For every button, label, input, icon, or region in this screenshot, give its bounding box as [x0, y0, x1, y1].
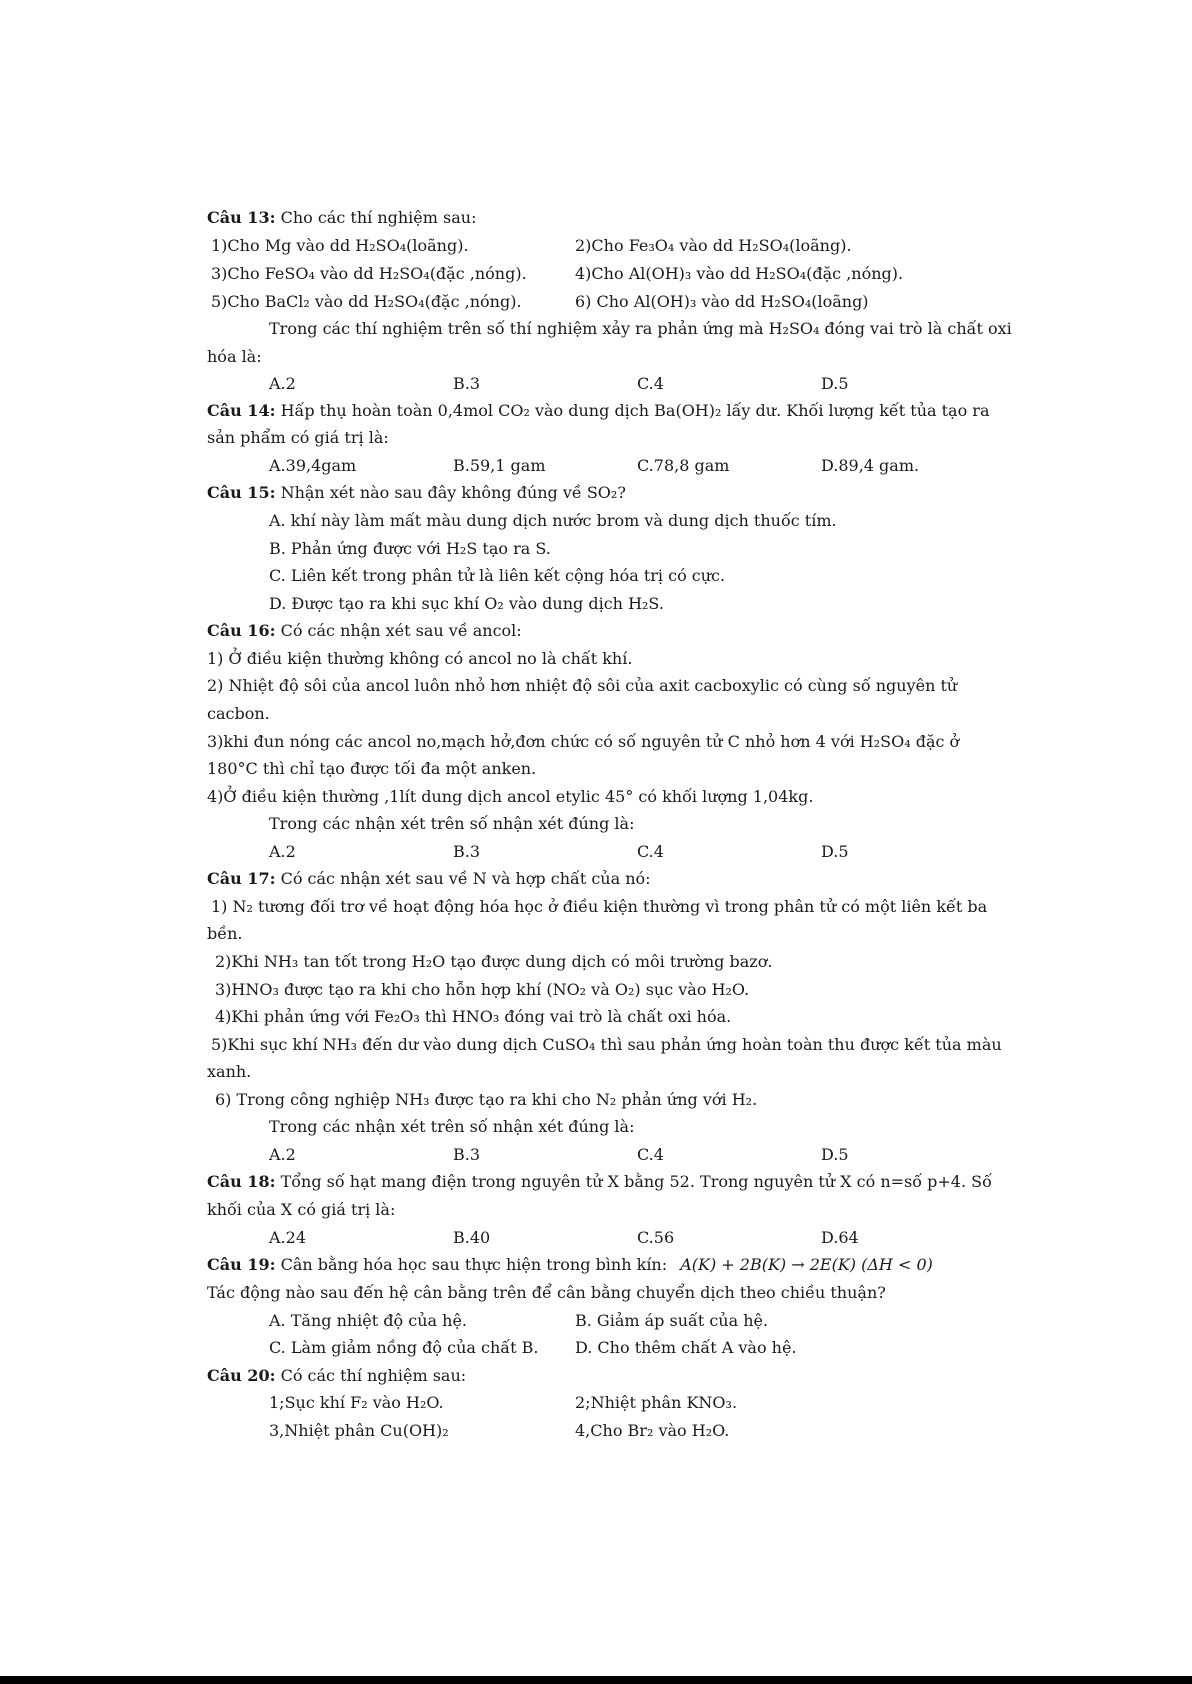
- q18-label: Câu 18:: [207, 1172, 276, 1191]
- q13-question-l2: hóa là:: [207, 347, 262, 366]
- q19-label: Câu 19:: [207, 1255, 276, 1274]
- q18-option-c: C.56: [637, 1228, 675, 1247]
- q16-option-a: A.2: [269, 842, 296, 861]
- q20-item-3: 3,Nhiệt phân Cu(OH)₂: [269, 1421, 449, 1440]
- q16-option-b: B.3: [453, 842, 481, 861]
- q20-item-4: 4,Cho Br₂ vào H₂O.: [575, 1421, 730, 1440]
- q13-option-d: D.5: [821, 374, 849, 393]
- q15-option-a: A. khí này làm mất màu dung dịch nước brom và dung dịch thuốc tím.: [269, 511, 837, 530]
- q16-statement-3-l1: 3)khi đun nóng các ancol no,mạch hở,đơn chức có số nguyên tử C nhỏ hơn 4 với H₂SO₄ đặc ở: [207, 732, 960, 751]
- q19-option-c: C. Làm giảm nồng độ của chất B.: [269, 1338, 539, 1357]
- q16-statement-3-l2: 180°C thì chỉ tạo được tối đa một anken.: [207, 759, 537, 778]
- q18-stem-line: [207, 1171, 992, 1193]
- q17-statement-2: 2)Khi NH₃ tan tốt trong H₂O tạo được dung dịch có môi trường bazơ.: [215, 952, 773, 971]
- q13-item-5: 5)Cho BaCl₂ vào dd H₂SO₄(đặc ,nóng).: [211, 292, 522, 311]
- q13-option-c: C.4: [637, 374, 664, 393]
- q20-stem-line: [207, 1365, 466, 1387]
- q17-option-d: D.5: [821, 1145, 849, 1164]
- q16-stem-line: [207, 620, 522, 642]
- q13-item-2: 2)Cho Fe₃O₄ vào dd H₂SO₄(loãng).: [575, 236, 852, 255]
- q15-label: Câu 15:: [207, 483, 276, 502]
- q17-statement-5-l2: xanh.: [207, 1062, 252, 1081]
- q13-stem: Cho các thí nghiệm sau:: [280, 208, 477, 227]
- q14-stem-l2: sản phẩm có giá trị là:: [207, 428, 389, 447]
- q17-option-c: C.4: [637, 1145, 664, 1164]
- q16-question: Trong các nhận xét trên số nhận xét đúng là:: [269, 814, 635, 833]
- q13-item-3: 3)Cho FeSO₄ vào dd H₂SO₄(đặc ,nóng).: [211, 264, 527, 283]
- q17-statement-1-l2: bền.: [207, 924, 243, 943]
- q14-option-a: A.39,4gam: [269, 456, 357, 475]
- q20-label: Câu 20:: [207, 1366, 276, 1385]
- q19-stem-line: [207, 1254, 933, 1276]
- q13-item-1: 1)Cho Mg vào dd H₂SO₄(loãng).: [211, 236, 469, 255]
- q14-option-c: C.78,8 gam: [637, 456, 730, 475]
- q19-option-a: A. Tăng nhiệt độ của hệ.: [269, 1311, 467, 1330]
- q16-statement-4: 4)Ở điều kiện thường ,1lít dung dịch ancol etylic 45° có khối lượng 1,04kg.: [207, 787, 814, 806]
- q19-option-d: D. Cho thêm chất A vào hệ.: [575, 1338, 797, 1357]
- q15-stem-line: [207, 482, 626, 504]
- q17-option-a: A.2: [269, 1145, 296, 1164]
- q13-question-l1: Trong các thí nghiệm trên số thí nghiệm xảy ra phản ứng mà H₂SO₄ đóng vai trò là chất oxi: [269, 319, 1012, 338]
- q13-label: Câu 13:: [207, 208, 276, 227]
- q17-statement-6: 6) Trong công nghiệp NH₃ được tạo ra khi cho N₂ phản ứng với H₂.: [215, 1090, 758, 1109]
- q18-option-a: A.24: [269, 1228, 306, 1247]
- q17-statement-1-l1: 1) N₂ tương đối trơ về hoạt động hóa học ở điều kiện thường vì trong phân tử có một liên kết ba: [211, 897, 988, 916]
- q19-question: Tác động nào sau đến hệ cân bằng trên để cân bằng chuyển dịch theo chiều thuận?: [207, 1283, 886, 1302]
- q16-label: Câu 16:: [207, 621, 276, 640]
- q13-stem-line: [207, 207, 476, 229]
- q19-option-b: B. Giảm áp suất của hệ.: [575, 1311, 769, 1330]
- q16-option-d: D.5: [821, 842, 849, 861]
- q13-option-a: A.2: [269, 374, 296, 393]
- q15-stem: Nhận xét nào sau đây không đúng về SO₂?: [280, 483, 626, 502]
- q14-stem-l1: Hấp thụ hoàn toàn 0,4mol CO₂ vào dung dịch Ba(OH)₂ lấy dư. Khối lượng kết tủa tạo ra: [280, 401, 990, 420]
- q20-item-2: 2;Nhiệt phân KNO₃.: [575, 1393, 738, 1412]
- q17-stem-line: [207, 868, 651, 890]
- q14-label: Câu 14:: [207, 401, 276, 420]
- q17-statement-5-l1: 5)Khi sục khí NH₃ đến dư vào dung dịch CuSO₄ thì sau phản ứng hoàn toàn thu được kết tủa màu: [211, 1035, 1002, 1054]
- q16-statement-1: 1) Ở điều kiện thường không có ancol no là chất khí.: [207, 649, 633, 668]
- q18-option-b: B.40: [453, 1228, 491, 1247]
- q13-option-b: B.3: [453, 374, 481, 393]
- q16-statement-2-l2: cacbon.: [207, 704, 270, 723]
- q19-stem: Cân bằng hóa học sau thực hiện trong bình kín:: [280, 1255, 668, 1274]
- q17-label: Câu 17:: [207, 869, 276, 888]
- q13-item-4: 4)Cho Al(OH)₃ vào dd H₂SO₄(đặc ,nóng).: [575, 264, 904, 283]
- q18-option-d: D.64: [821, 1228, 859, 1247]
- q14-option-d: D.89,4 gam.: [821, 456, 920, 475]
- q15-option-c: C. Liên kết trong phân tử là liên kết cộng hóa trị có cực.: [269, 566, 726, 585]
- q15-option-b: B. Phản ứng được với H₂S tạo ra S.: [269, 539, 551, 558]
- q16-stem: Có các nhận xét sau về ancol:: [280, 621, 522, 640]
- q15-option-d: D. Được tạo ra khi sục khí O₂ vào dung dịch H₂S.: [269, 594, 664, 613]
- q18-stem-l2: khối của X có giá trị là:: [207, 1200, 396, 1219]
- q18-stem-l1: Tổng số hạt mang điện trong nguyên tử X bằng 52. Trong nguyên tử X có n=số p+4. Số: [280, 1172, 992, 1191]
- q14-option-b: B.59,1 gam: [453, 456, 546, 475]
- q14-stem-line: [207, 400, 990, 422]
- q17-question: Trong các nhận xét trên số nhận xét đúng là:: [269, 1117, 635, 1136]
- q16-statement-2-l1: 2) Nhiệt độ sôi của ancol luôn nhỏ hơn nhiệt độ sôi của axit cacboxylic có cùng số nguyên tử: [207, 676, 958, 695]
- bottom-border: [0, 1676, 1192, 1684]
- q13-item-6: 6) Cho Al(OH)₃ vào dd H₂SO₄(loãng): [575, 292, 869, 311]
- q16-option-c: C.4: [637, 842, 664, 861]
- q17-statement-4: 4)Khi phản ứng với Fe₂O₃ thì HNO₃ đóng vai trò là chất oxi hóa.: [215, 1007, 732, 1026]
- q17-statement-3: 3)HNO₃ được tạo ra khi cho hỗn hợp khí (NO₂ và O₂) sục vào H₂O.: [215, 980, 750, 999]
- q20-stem: Có các thí nghiệm sau:: [280, 1366, 467, 1385]
- q20-item-1: 1;Sục khí F₂ vào H₂O.: [269, 1393, 444, 1412]
- q19-equation: A(K) + 2B(K) → 2E(K) (ΔH < 0): [680, 1255, 933, 1274]
- q17-option-b: B.3: [453, 1145, 481, 1164]
- q17-stem: Có các nhận xét sau về N và hợp chất của nó:: [280, 869, 651, 888]
